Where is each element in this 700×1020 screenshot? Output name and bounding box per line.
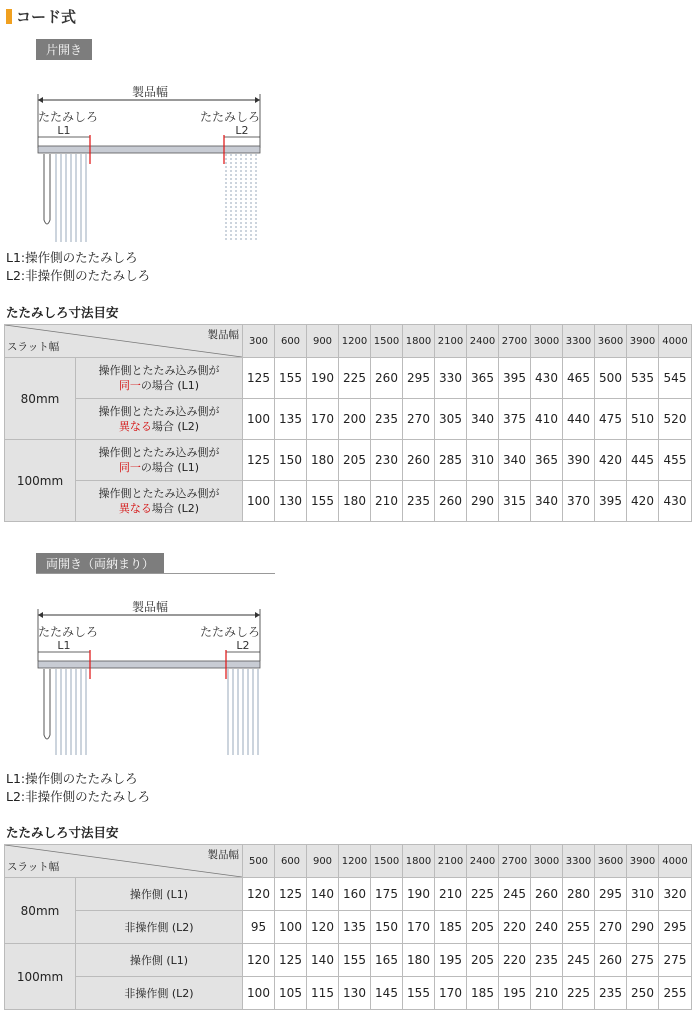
value-cell: 170 (307, 399, 339, 440)
table-header-row (5, 325, 692, 358)
width-header: 1200 (339, 845, 371, 878)
width-header: 4000 (659, 325, 692, 358)
condition-cell (76, 944, 243, 977)
table-row (5, 358, 692, 399)
condition-cell (76, 481, 243, 522)
single-notes (6, 249, 150, 285)
value-cell: 240 (531, 911, 563, 944)
value-cell: 255 (563, 911, 595, 944)
value-cell: 395 (499, 358, 531, 399)
condition-line1: 操作側とたたみ込み側が (98, 364, 220, 377)
value-cell: 205 (467, 944, 499, 977)
value-cell: 230 (371, 440, 403, 481)
condition-cell (76, 440, 243, 481)
width-header: 2700 (499, 325, 531, 358)
value-cell: 185 (467, 977, 499, 1010)
value-cell: 430 (659, 481, 692, 522)
value-cell: 440 (563, 399, 595, 440)
table-header-row (5, 845, 692, 878)
value-cell: 340 (531, 481, 563, 522)
condition-label: 非操作側 (L2) (124, 986, 194, 1000)
corner-product-width: 製品幅 (207, 849, 239, 861)
table-corner (5, 845, 243, 878)
value-cell: 295 (659, 911, 692, 944)
width-header: 1500 (371, 325, 403, 358)
value-cell: 135 (275, 399, 307, 440)
width-header: 3900 (627, 325, 659, 358)
width-header: 3300 (563, 845, 595, 878)
value-cell: 145 (371, 977, 403, 1010)
left-fold-label: たたみしろ (38, 625, 99, 639)
right-fold-label: たたみしろ (199, 625, 260, 639)
value-cell: 190 (307, 358, 339, 399)
width-header: 2700 (499, 845, 531, 878)
value-cell: 160 (339, 878, 371, 911)
value-cell: 205 (339, 440, 371, 481)
double-open-badge: 両開き（両納まり） (36, 553, 164, 574)
value-cell: 340 (467, 399, 499, 440)
value-cell: 130 (339, 977, 371, 1010)
width-header: 3000 (531, 845, 563, 878)
value-cell: 545 (659, 358, 692, 399)
condition-line1: 操作側とたたみ込み側が (98, 405, 220, 418)
value-cell: 100 (243, 481, 275, 522)
condition-line1: 操作側とたたみ込み側が (98, 446, 220, 459)
slat-width-cell: 100mm (5, 944, 76, 1010)
value-cell: 395 (595, 481, 627, 522)
value-cell: 245 (563, 944, 595, 977)
condition-rest: 場合 (L2) (151, 502, 200, 515)
value-cell: 150 (371, 911, 403, 944)
table-corner (5, 325, 243, 358)
value-cell: 180 (307, 440, 339, 481)
value-cell: 140 (307, 944, 339, 977)
value-cell: 125 (243, 440, 275, 481)
double-open-diagram (30, 595, 270, 765)
value-cell: 535 (627, 358, 659, 399)
condition-cell (76, 358, 243, 399)
width-header: 3600 (595, 325, 627, 358)
value-cell: 220 (499, 911, 531, 944)
value-cell: 340 (499, 440, 531, 481)
l2-label: L2 (236, 639, 250, 652)
width-header: 300 (243, 325, 275, 358)
value-cell: 310 (467, 440, 499, 481)
width-header: 500 (243, 845, 275, 878)
double-dimension-table (4, 844, 692, 1010)
width-header: 600 (275, 325, 307, 358)
badge-divider (36, 573, 275, 574)
value-cell: 180 (403, 944, 435, 977)
value-cell: 220 (499, 944, 531, 977)
value-cell: 210 (371, 481, 403, 522)
value-cell: 170 (403, 911, 435, 944)
value-cell: 270 (595, 911, 627, 944)
width-header: 900 (307, 845, 339, 878)
value-cell: 190 (403, 878, 435, 911)
value-cell: 365 (467, 358, 499, 399)
value-cell: 140 (307, 878, 339, 911)
l2-label: L2 (235, 124, 249, 137)
condition-rest: 場合 (L2) (151, 420, 200, 433)
width-label: 製品幅 (131, 85, 169, 99)
note-l2: L2:非操作側のたたみしろ (6, 268, 151, 283)
value-cell: 155 (339, 944, 371, 977)
condition-cell (76, 399, 243, 440)
value-cell: 285 (435, 440, 467, 481)
table-row (5, 878, 692, 911)
width-header: 2400 (467, 325, 499, 358)
corner-slat-width: スラット幅 (7, 341, 60, 353)
double-table-title: たたみしろ寸法目安 (6, 825, 119, 840)
value-cell: 100 (243, 399, 275, 440)
value-cell: 290 (467, 481, 499, 522)
single-dimension-table (4, 324, 692, 522)
value-cell: 275 (627, 944, 659, 977)
value-cell: 465 (563, 358, 595, 399)
condition-highlight: 同一 (118, 379, 141, 392)
value-cell: 305 (435, 399, 467, 440)
value-cell: 410 (531, 399, 563, 440)
value-cell: 250 (627, 977, 659, 1010)
value-cell: 370 (563, 481, 595, 522)
note-l2: L2:非操作側のたたみしろ (6, 789, 151, 804)
note-l1: L1:操作側のたたみしろ (6, 250, 138, 265)
width-header: 2100 (435, 325, 467, 358)
value-cell: 315 (499, 481, 531, 522)
value-cell: 295 (403, 358, 435, 399)
condition-highlight: 同一 (118, 461, 141, 474)
condition-cell (76, 878, 243, 911)
width-header: 1500 (371, 845, 403, 878)
value-cell: 195 (435, 944, 467, 977)
section-title-text: コード式 (16, 8, 77, 26)
value-cell: 155 (403, 977, 435, 1010)
value-cell: 275 (659, 944, 692, 977)
value-cell: 155 (275, 358, 307, 399)
value-cell: 295 (595, 878, 627, 911)
table-row (5, 440, 692, 481)
table-row (5, 399, 692, 440)
value-cell: 195 (499, 977, 531, 1010)
value-cell: 420 (627, 481, 659, 522)
value-cell: 260 (435, 481, 467, 522)
value-cell: 455 (659, 440, 692, 481)
value-cell: 365 (531, 440, 563, 481)
value-cell: 100 (275, 911, 307, 944)
title-marker (6, 9, 12, 24)
value-cell: 255 (659, 977, 692, 1010)
value-cell: 150 (275, 440, 307, 481)
width-header: 3600 (595, 845, 627, 878)
width-header: 3900 (627, 845, 659, 878)
corner-slat-width: スラット幅 (7, 861, 60, 873)
value-cell: 445 (627, 440, 659, 481)
value-cell: 130 (275, 481, 307, 522)
table-row (5, 944, 692, 977)
value-cell: 120 (307, 911, 339, 944)
slat-width-cell: 80mm (5, 358, 76, 440)
value-cell: 155 (307, 481, 339, 522)
value-cell: 105 (275, 977, 307, 1010)
left-fold-label: たたみしろ (38, 110, 99, 124)
value-cell: 390 (563, 440, 595, 481)
value-cell: 235 (531, 944, 563, 977)
value-cell: 235 (371, 399, 403, 440)
value-cell: 430 (531, 358, 563, 399)
value-cell: 500 (595, 358, 627, 399)
value-cell: 330 (435, 358, 467, 399)
width-header: 1800 (403, 845, 435, 878)
value-cell: 125 (275, 944, 307, 977)
value-cell: 100 (243, 977, 275, 1010)
condition-highlight: 異なる (118, 502, 152, 515)
l1-label: L1 (57, 124, 71, 137)
width-header: 2400 (467, 845, 499, 878)
table-row (5, 481, 692, 522)
value-cell: 225 (563, 977, 595, 1010)
value-cell: 245 (499, 878, 531, 911)
slat-width-cell: 100mm (5, 440, 76, 522)
width-header: 600 (275, 845, 307, 878)
value-cell: 520 (659, 399, 692, 440)
condition-label: 操作側 (L1) (129, 887, 189, 901)
corner-product-width: 製品幅 (207, 329, 239, 341)
value-cell: 210 (531, 977, 563, 1010)
value-cell: 225 (467, 878, 499, 911)
value-cell: 170 (435, 977, 467, 1010)
note-l1: L1:操作側のたたみしろ (6, 771, 138, 786)
width-header: 3300 (563, 325, 595, 358)
width-header: 900 (307, 325, 339, 358)
section-title (6, 6, 76, 27)
value-cell: 135 (339, 911, 371, 944)
width-header: 2100 (435, 845, 467, 878)
value-cell: 235 (403, 481, 435, 522)
condition-rest: の場合 (L1) (140, 461, 200, 474)
value-cell: 200 (339, 399, 371, 440)
value-cell: 125 (243, 358, 275, 399)
table-row (5, 977, 692, 1010)
value-cell: 115 (307, 977, 339, 1010)
width-header: 1200 (339, 325, 371, 358)
value-cell: 475 (595, 399, 627, 440)
value-cell: 375 (499, 399, 531, 440)
slat-width-cell: 80mm (5, 878, 76, 944)
width-header: 1800 (403, 325, 435, 358)
l1-label: L1 (57, 639, 71, 652)
single-open-diagram (30, 80, 270, 250)
width-header: 4000 (659, 845, 692, 878)
condition-cell (76, 911, 243, 944)
value-cell: 180 (339, 481, 371, 522)
condition-label: 非操作側 (L2) (124, 920, 194, 934)
condition-cell (76, 977, 243, 1010)
value-cell: 225 (339, 358, 371, 399)
condition-label: 操作側 (L1) (129, 953, 189, 967)
table-row (5, 911, 692, 944)
value-cell: 260 (595, 944, 627, 977)
value-cell: 165 (371, 944, 403, 977)
width-label: 製品幅 (131, 600, 169, 614)
value-cell: 310 (627, 878, 659, 911)
value-cell: 125 (275, 878, 307, 911)
value-cell: 260 (403, 440, 435, 481)
value-cell: 185 (435, 911, 467, 944)
value-cell: 290 (627, 911, 659, 944)
value-cell: 95 (243, 911, 275, 944)
value-cell: 260 (371, 358, 403, 399)
value-cell: 320 (659, 878, 692, 911)
width-header: 3000 (531, 325, 563, 358)
single-table-title: たたみしろ寸法目安 (6, 305, 119, 320)
double-notes (6, 770, 150, 806)
condition-rest: の場合 (L1) (140, 379, 200, 392)
value-cell: 120 (243, 878, 275, 911)
value-cell: 120 (243, 944, 275, 977)
single-open-badge: 片開き (36, 39, 92, 60)
condition-line1: 操作側とたたみ込み側が (98, 487, 220, 500)
condition-highlight: 異なる (118, 420, 152, 433)
value-cell: 205 (467, 911, 499, 944)
value-cell: 420 (595, 440, 627, 481)
value-cell: 210 (435, 878, 467, 911)
value-cell: 175 (371, 878, 403, 911)
value-cell: 510 (627, 399, 659, 440)
value-cell: 235 (595, 977, 627, 1010)
right-fold-label: たたみしろ (199, 110, 260, 124)
value-cell: 270 (403, 399, 435, 440)
value-cell: 280 (563, 878, 595, 911)
value-cell: 260 (531, 878, 563, 911)
